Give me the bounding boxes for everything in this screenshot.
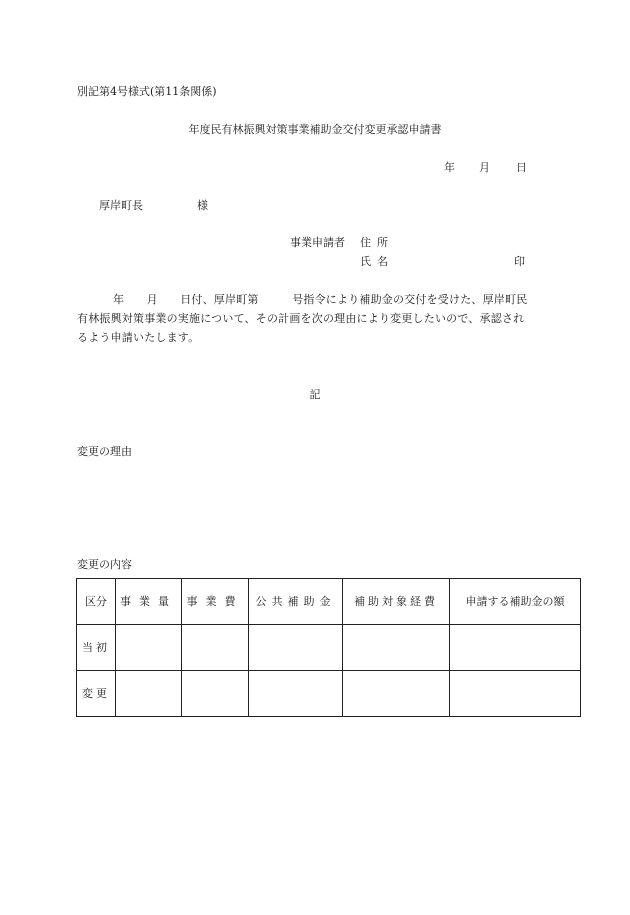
addressee-name: 厚岸町長 bbox=[99, 199, 143, 212]
column-header-public-subsidy: 公共補助金 bbox=[249, 579, 343, 625]
row-label-changed: 変更 bbox=[77, 671, 116, 717]
row-label-initial: 当初 bbox=[77, 625, 116, 671]
table-header-row bbox=[77, 579, 581, 625]
table-cell[interactable] bbox=[182, 625, 249, 671]
seal-mark: 印 bbox=[514, 255, 525, 268]
change-content-heading: 変更の内容 bbox=[77, 558, 132, 571]
table-row bbox=[77, 625, 581, 671]
name-label: 氏名 bbox=[360, 255, 394, 268]
table-cell[interactable] bbox=[343, 625, 450, 671]
table-cell[interactable] bbox=[343, 671, 450, 717]
table-cell[interactable] bbox=[249, 671, 343, 717]
table-cell[interactable] bbox=[116, 625, 182, 671]
column-header-requested-amount: 申請する補助金の額 bbox=[450, 579, 581, 625]
form-number: 別記第4号様式(第11条関係) bbox=[77, 85, 217, 98]
table-cell[interactable] bbox=[249, 625, 343, 671]
addressee-honorific: 様 bbox=[197, 199, 208, 212]
body-text-line-1: 年 月 日付、厚岸町第 号指令により補助金の交付を受けた、厚岸町民 bbox=[113, 293, 528, 306]
column-header-work-volume: 事業量 bbox=[116, 579, 182, 625]
change-reason-heading: 変更の理由 bbox=[77, 445, 132, 458]
date-day-label: 日 bbox=[516, 161, 527, 174]
body-text-line-3: るよう申請いたします。 bbox=[77, 331, 200, 344]
table-cell[interactable] bbox=[182, 671, 249, 717]
table-cell[interactable] bbox=[450, 625, 581, 671]
column-header-eligible-cost: 補助対象経費 bbox=[343, 579, 450, 625]
table-row bbox=[77, 671, 581, 717]
date-year-label: 年 bbox=[444, 161, 455, 174]
column-header-project-cost: 事業費 bbox=[182, 579, 249, 625]
address-label: 住所 bbox=[360, 236, 394, 249]
table-cell[interactable] bbox=[116, 671, 182, 717]
date-month-label: 月 bbox=[479, 161, 490, 174]
document-title: 年度民有林振興対策事業補助金交付変更承認申請書 bbox=[188, 123, 442, 136]
ki-marker: 記 bbox=[309, 388, 321, 401]
column-header-category: 区分 bbox=[77, 579, 116, 625]
change-content-table bbox=[76, 578, 581, 717]
table-cell[interactable] bbox=[450, 671, 581, 717]
applicant-label: 事業申請者 bbox=[290, 236, 345, 249]
body-text-line-2: 有林振興対策事業の実施について、その計画を次の理由により変更したいので、承認され bbox=[77, 312, 525, 325]
